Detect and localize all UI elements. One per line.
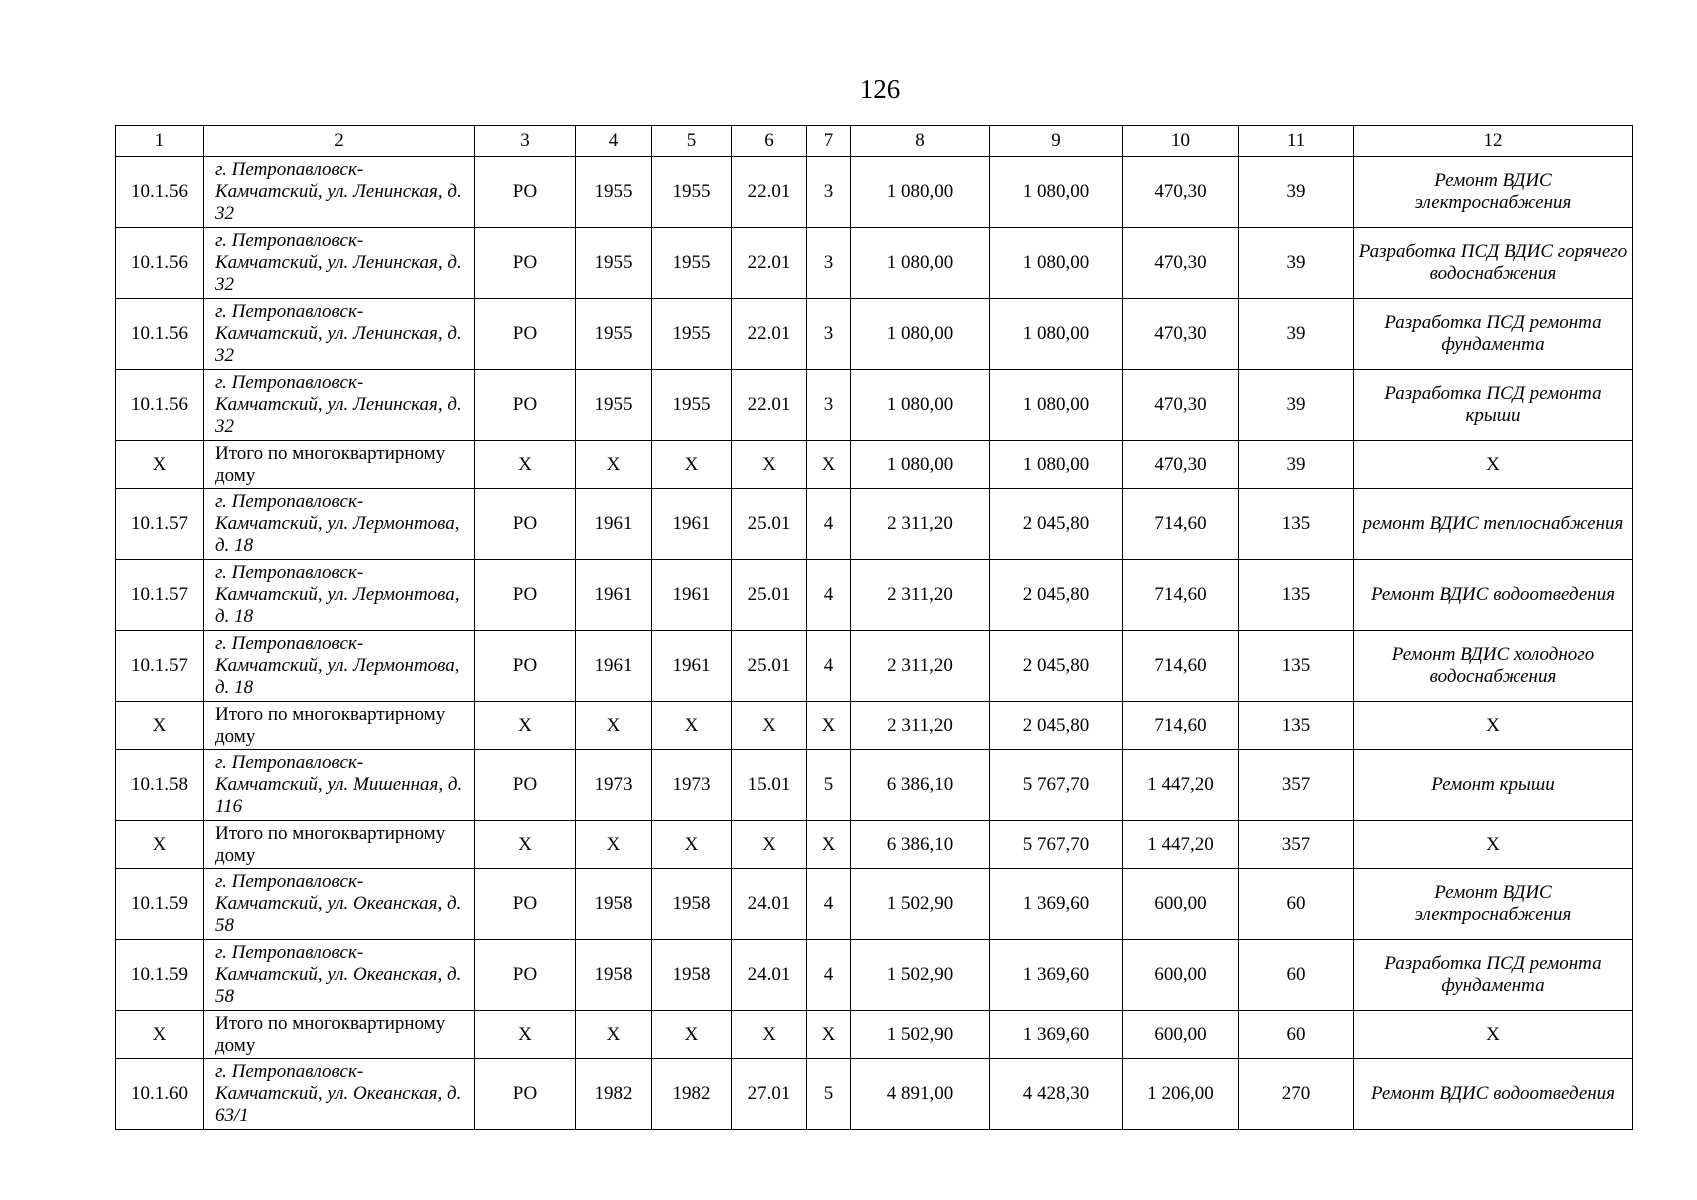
item-number-cell: 10.1.57 — [116, 489, 204, 560]
work-type-cell: Ремонт ВДИС водоотведения — [1354, 560, 1633, 631]
work-type-cell: ремонт ВДИС теплоснабжения — [1354, 489, 1633, 560]
table-row — [116, 750, 1633, 821]
address-cell: г. Петропавловск-Камчатский, ул. Ленинская, д. 32 — [204, 370, 475, 441]
commission-year-cell: 1955 — [652, 299, 732, 370]
address-cell: г. Петропавловск-Камчатский, ул. Ленинская, д. 32 — [204, 228, 475, 299]
residents-cell: 135 — [1239, 560, 1354, 631]
commission-year-cell: 1958 — [652, 869, 732, 940]
build-year-cell: X — [576, 1011, 652, 1059]
ownership-cell: X — [475, 821, 576, 869]
wall-material-cell: X — [732, 821, 807, 869]
floors-cell: 3 — [807, 228, 851, 299]
item-number-cell: 10.1.56 — [116, 370, 204, 441]
floors-cell: X — [807, 702, 851, 750]
column-header-7: 7 — [807, 126, 851, 157]
floors-cell: 3 — [807, 370, 851, 441]
work-type-cell: Разработка ПСД ремонта крыши — [1354, 370, 1633, 441]
work-type-cell: Ремонт крыши — [1354, 750, 1633, 821]
living-area-cell: 1 080,00 — [990, 299, 1123, 370]
build-year-cell: 1955 — [576, 228, 652, 299]
nonresidential-area-cell: 470,30 — [1123, 299, 1239, 370]
residents-cell: 270 — [1239, 1059, 1354, 1130]
commission-year-cell: X — [652, 441, 732, 489]
floors-cell: X — [807, 441, 851, 489]
column-header-6: 6 — [732, 126, 807, 157]
residents-cell: 357 — [1239, 821, 1354, 869]
subtotal-row — [116, 821, 1633, 869]
commission-year-cell: 1961 — [652, 631, 732, 702]
residents-cell: 135 — [1239, 631, 1354, 702]
build-year-cell: 1961 — [576, 631, 652, 702]
subtotal-row — [116, 1011, 1633, 1059]
total-area-cell: 1 502,90 — [851, 1011, 990, 1059]
work-type-cell: Разработка ПСД ремонта фундамента — [1354, 940, 1633, 1011]
total-area-cell: 6 386,10 — [851, 750, 990, 821]
address-cell: г. Петропавловск-Камчатский, ул. Лермонтова, д. 18 — [204, 489, 475, 560]
nonresidential-area-cell: 600,00 — [1123, 1011, 1239, 1059]
work-type-cell: Разработка ПСД ремонта фундамента — [1354, 299, 1633, 370]
commission-year-cell: X — [652, 821, 732, 869]
total-area-cell: 1 080,00 — [851, 441, 990, 489]
wall-material-cell: X — [732, 1011, 807, 1059]
page-number: 126 — [859, 74, 901, 104]
item-number-cell: X — [116, 702, 204, 750]
nonresidential-area-cell: 714,60 — [1123, 560, 1239, 631]
build-year-cell: 1955 — [576, 157, 652, 228]
ownership-cell: РО — [475, 228, 576, 299]
wall-material-cell: 25.01 — [732, 489, 807, 560]
commission-year-cell: 1973 — [652, 750, 732, 821]
residents-cell: 135 — [1239, 489, 1354, 560]
item-number-cell: X — [116, 1011, 204, 1059]
column-header-4: 4 — [576, 126, 652, 157]
floors-cell: 4 — [807, 869, 851, 940]
work-type-cell: Ремонт ВДИС холодного водоснабжения — [1354, 631, 1633, 702]
living-area-cell: 1 080,00 — [990, 441, 1123, 489]
build-year-cell: 1982 — [576, 1059, 652, 1130]
column-header-8: 8 — [851, 126, 990, 157]
total-area-cell: 1 080,00 — [851, 370, 990, 441]
table-body — [116, 157, 1633, 1130]
item-number-cell: 10.1.56 — [116, 299, 204, 370]
work-type-cell: Ремонт ВДИС водоотведения — [1354, 1059, 1633, 1130]
nonresidential-area-cell: 600,00 — [1123, 940, 1239, 1011]
subtotal-row — [116, 441, 1633, 489]
residents-cell: 135 — [1239, 702, 1354, 750]
build-year-cell: 1973 — [576, 750, 652, 821]
ownership-cell: X — [475, 441, 576, 489]
wall-material-cell: X — [732, 441, 807, 489]
address-cell: Итого по многоквартирному дому — [204, 1011, 475, 1059]
floors-cell: 5 — [807, 750, 851, 821]
total-area-cell: 1 080,00 — [851, 157, 990, 228]
wall-material-cell: 24.01 — [732, 940, 807, 1011]
column-header-2: 2 — [204, 126, 475, 157]
nonresidential-area-cell: 714,60 — [1123, 631, 1239, 702]
commission-year-cell: X — [652, 1011, 732, 1059]
living-area-cell: 5 767,70 — [990, 750, 1123, 821]
address-cell: г. Петропавловск-Камчатский, ул. Мишенная, д. 116 — [204, 750, 475, 821]
table-row — [116, 370, 1633, 441]
living-area-cell: 2 045,80 — [990, 560, 1123, 631]
item-number-cell: 10.1.57 — [116, 631, 204, 702]
commission-year-cell: 1955 — [652, 157, 732, 228]
commission-year-cell: 1958 — [652, 940, 732, 1011]
build-year-cell: 1958 — [576, 869, 652, 940]
table-row — [116, 940, 1633, 1011]
build-year-cell: 1955 — [576, 370, 652, 441]
nonresidential-area-cell: 470,30 — [1123, 228, 1239, 299]
wall-material-cell: 24.01 — [732, 869, 807, 940]
ownership-cell: РО — [475, 489, 576, 560]
work-type-cell: X — [1354, 821, 1633, 869]
table-row — [116, 631, 1633, 702]
residents-cell: 39 — [1239, 441, 1354, 489]
table-row — [116, 157, 1633, 228]
wall-material-cell: 27.01 — [732, 1059, 807, 1130]
item-number-cell: 10.1.56 — [116, 228, 204, 299]
ownership-cell: X — [475, 702, 576, 750]
residents-cell: 60 — [1239, 1011, 1354, 1059]
work-type-cell: X — [1354, 1011, 1633, 1059]
residents-cell: 357 — [1239, 750, 1354, 821]
living-area-cell: 1 080,00 — [990, 370, 1123, 441]
commission-year-cell: 1961 — [652, 489, 732, 560]
column-header-1: 1 — [116, 126, 204, 157]
floors-cell: 4 — [807, 940, 851, 1011]
total-area-cell: 1 502,90 — [851, 940, 990, 1011]
nonresidential-area-cell: 1 447,20 — [1123, 750, 1239, 821]
work-type-cell: Ремонт ВДИС электроснабжения — [1354, 157, 1633, 228]
repair-program-table — [115, 125, 1633, 1130]
subtotal-row — [116, 702, 1633, 750]
nonresidential-area-cell: 470,30 — [1123, 441, 1239, 489]
nonresidential-area-cell: 470,30 — [1123, 370, 1239, 441]
commission-year-cell: 1961 — [652, 560, 732, 631]
floors-cell: 3 — [807, 299, 851, 370]
table-row — [116, 1059, 1633, 1130]
build-year-cell: 1958 — [576, 940, 652, 1011]
total-area-cell: 2 311,20 — [851, 489, 990, 560]
floors-cell: X — [807, 1011, 851, 1059]
living-area-cell: 5 767,70 — [990, 821, 1123, 869]
work-type-cell: X — [1354, 441, 1633, 489]
residents-cell: 39 — [1239, 299, 1354, 370]
ownership-cell: РО — [475, 1059, 576, 1130]
residents-cell: 39 — [1239, 157, 1354, 228]
work-type-cell: Разработка ПСД ВДИС горячего водоснабжения — [1354, 228, 1633, 299]
wall-material-cell: 22.01 — [732, 370, 807, 441]
residents-cell: 39 — [1239, 370, 1354, 441]
total-area-cell: 2 311,20 — [851, 631, 990, 702]
build-year-cell: X — [576, 821, 652, 869]
table-row — [116, 489, 1633, 560]
commission-year-cell: X — [652, 702, 732, 750]
item-number-cell: 10.1.59 — [116, 869, 204, 940]
living-area-cell: 1 369,60 — [990, 940, 1123, 1011]
table-row — [116, 228, 1633, 299]
living-area-cell: 1 369,60 — [990, 869, 1123, 940]
column-header-9: 9 — [990, 126, 1123, 157]
floors-cell: 5 — [807, 1059, 851, 1130]
residents-cell: 60 — [1239, 940, 1354, 1011]
nonresidential-area-cell: 1 447,20 — [1123, 821, 1239, 869]
total-area-cell: 2 311,20 — [851, 702, 990, 750]
address-cell: г. Петропавловск-Камчатский, ул. Океанская, д. 58 — [204, 940, 475, 1011]
ownership-cell: РО — [475, 940, 576, 1011]
commission-year-cell: 1982 — [652, 1059, 732, 1130]
address-cell: г. Петропавловск-Камчатский, ул. Ленинская, д. 32 — [204, 157, 475, 228]
living-area-cell: 1 080,00 — [990, 228, 1123, 299]
work-type-cell: Ремонт ВДИС электроснабжения — [1354, 869, 1633, 940]
build-year-cell: X — [576, 441, 652, 489]
total-area-cell: 2 311,20 — [851, 560, 990, 631]
living-area-cell: 2 045,80 — [990, 631, 1123, 702]
build-year-cell: X — [576, 702, 652, 750]
nonresidential-area-cell: 470,30 — [1123, 157, 1239, 228]
ownership-cell: РО — [475, 157, 576, 228]
wall-material-cell: 25.01 — [732, 560, 807, 631]
item-number-cell: 10.1.60 — [116, 1059, 204, 1130]
floors-cell: X — [807, 821, 851, 869]
commission-year-cell: 1955 — [652, 370, 732, 441]
wall-material-cell: 22.01 — [732, 299, 807, 370]
nonresidential-area-cell: 714,60 — [1123, 489, 1239, 560]
address-cell: г. Петропавловск-Камчатский, ул. Ленинская, д. 32 — [204, 299, 475, 370]
ownership-cell: РО — [475, 560, 576, 631]
table-row — [116, 299, 1633, 370]
residents-cell: 39 — [1239, 228, 1354, 299]
ownership-cell: РО — [475, 631, 576, 702]
address-cell: г. Петропавловск-Камчатский, ул. Океанская, д. 58 — [204, 869, 475, 940]
address-cell: г. Петропавловск-Камчатский, ул. Лермонтова, д. 18 — [204, 560, 475, 631]
wall-material-cell: 22.01 — [732, 157, 807, 228]
address-cell: Итого по многоквартирному дому — [204, 821, 475, 869]
address-cell: г. Петропавловск-Камчатский, ул. Океанская, д. 63/1 — [204, 1059, 475, 1130]
build-year-cell: 1961 — [576, 560, 652, 631]
table-row — [116, 869, 1633, 940]
column-header-11: 11 — [1239, 126, 1354, 157]
wall-material-cell: 25.01 — [732, 631, 807, 702]
total-area-cell: 1 080,00 — [851, 299, 990, 370]
residents-cell: 60 — [1239, 869, 1354, 940]
build-year-cell: 1955 — [576, 299, 652, 370]
item-number-cell: 10.1.57 — [116, 560, 204, 631]
item-number-cell: 10.1.59 — [116, 940, 204, 1011]
address-cell: г. Петропавловск-Камчатский, ул. Лермонтова, д. 18 — [204, 631, 475, 702]
ownership-cell: РО — [475, 869, 576, 940]
total-area-cell: 4 891,00 — [851, 1059, 990, 1130]
item-number-cell: X — [116, 441, 204, 489]
table-row — [116, 560, 1633, 631]
column-header-12: 12 — [1354, 126, 1633, 157]
floors-cell: 4 — [807, 631, 851, 702]
commission-year-cell: 1955 — [652, 228, 732, 299]
item-number-cell: 10.1.56 — [116, 157, 204, 228]
ownership-cell: РО — [475, 750, 576, 821]
column-number-row — [116, 126, 1633, 157]
wall-material-cell: 22.01 — [732, 228, 807, 299]
ownership-cell: РО — [475, 370, 576, 441]
nonresidential-area-cell: 600,00 — [1123, 869, 1239, 940]
living-area-cell: 1 080,00 — [990, 157, 1123, 228]
total-area-cell: 1 502,90 — [851, 869, 990, 940]
column-header-10: 10 — [1123, 126, 1239, 157]
floors-cell: 4 — [807, 560, 851, 631]
floors-cell: 4 — [807, 489, 851, 560]
address-cell: Итого по многоквартирному дому — [204, 441, 475, 489]
item-number-cell: 10.1.58 — [116, 750, 204, 821]
floors-cell: 3 — [807, 157, 851, 228]
wall-material-cell: X — [732, 702, 807, 750]
ownership-cell: РО — [475, 299, 576, 370]
column-header-5: 5 — [652, 126, 732, 157]
work-type-cell: X — [1354, 702, 1633, 750]
nonresidential-area-cell: 1 206,00 — [1123, 1059, 1239, 1130]
living-area-cell: 2 045,80 — [990, 702, 1123, 750]
address-cell: Итого по многоквартирному дому — [204, 702, 475, 750]
ownership-cell: X — [475, 1011, 576, 1059]
living-area-cell: 2 045,80 — [990, 489, 1123, 560]
nonresidential-area-cell: 714,60 — [1123, 702, 1239, 750]
living-area-cell: 4 428,30 — [990, 1059, 1123, 1130]
total-area-cell: 6 386,10 — [851, 821, 990, 869]
total-area-cell: 1 080,00 — [851, 228, 990, 299]
wall-material-cell: 15.01 — [732, 750, 807, 821]
item-number-cell: X — [116, 821, 204, 869]
build-year-cell: 1961 — [576, 489, 652, 560]
living-area-cell: 1 369,60 — [990, 1011, 1123, 1059]
column-header-3: 3 — [475, 126, 576, 157]
